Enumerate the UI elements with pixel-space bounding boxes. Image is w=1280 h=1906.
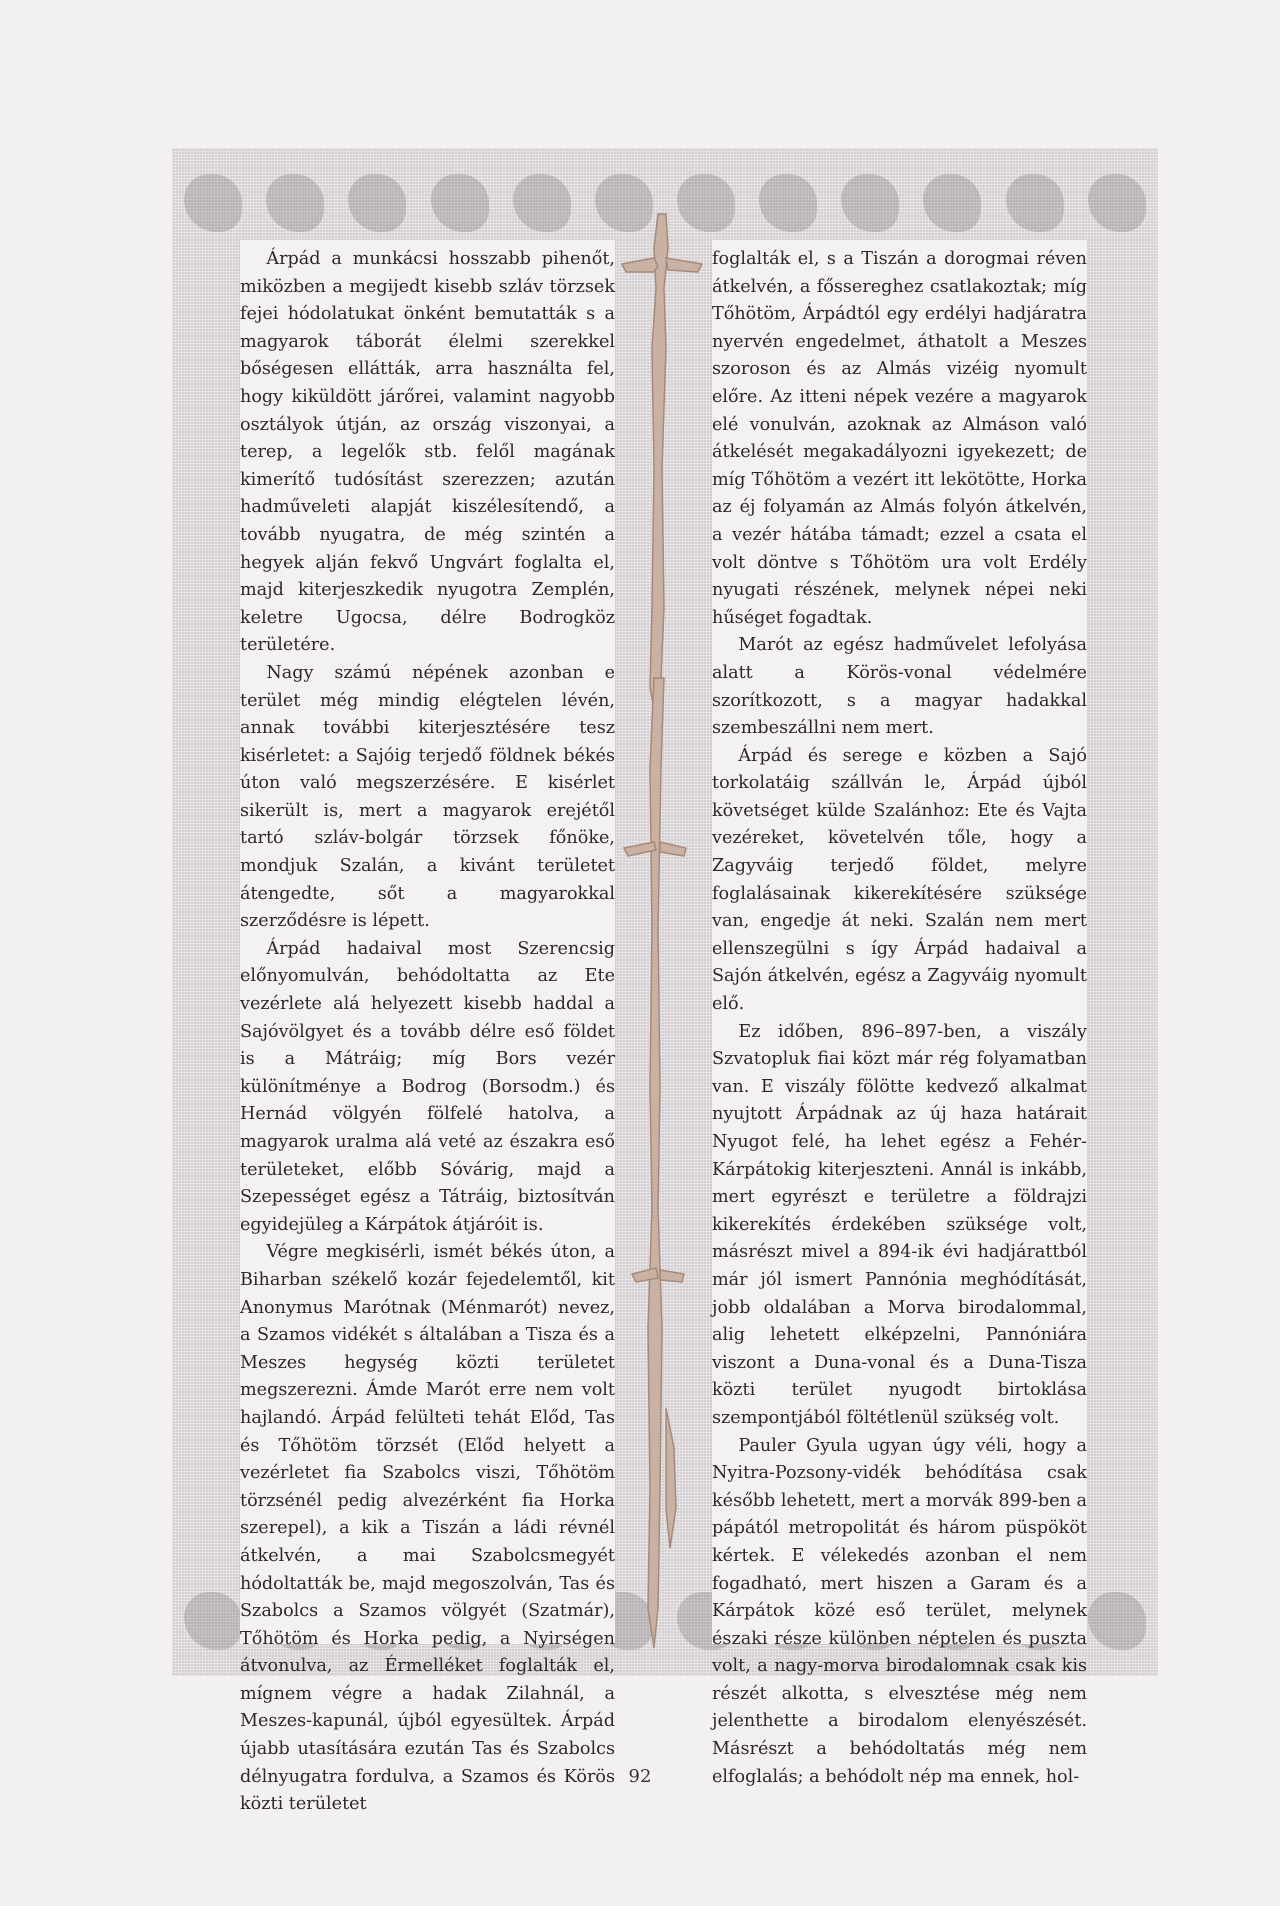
paragraph: Árpád a munkácsi hosszabb pihenőt, miközben a megijedt kisebb szláv törzsek fejei hódolatukat önként bemutatták s a magyarok táborát élelmi szerekkel bőségesen ellátták, arra használta fel, hogy kiküldött járőrei, valamint nagyobb osztályok útján, az ország viszonyai, a terep, a legelők stb. felől magának kimerítő tudósítást szerezzen; azután hadműveleti alapját kiszélesítendő, a tovább nyugatra, de még szintén a hegyek alján fekvő Ungvárt foglalta el, majd kiterjeszkedik nyugotra Zemplén, keletre Ugocsa, délre Bodrogköz területére. <box>240 249 615 656</box>
paragraph: Ez időben, 896–897-ben, a viszály Szvatopluk fiai közt már rég folyamatban van. E viszály fölötte kedvező alkalmat nyujtott Árpádnak az új haza határait Nyugot felé, ha lehet egész a Fehér-Kárpátokig kiterjeszteni. Annál is inkább, mert egyrészt e területre a földrajzi kikerekítés érdekében szüksége volt, másrészt mivel a 894-ik évi hadjárattból már jól ismert Pannónia meghódítását, jobb oldalában a Morva birodalommal, alig lehetett elképzelni, Pannóniára viszont a Duna-vonal és a Duna-Tisza közti terület nyugodt birtoklása szempontjából föltétlenül szükség volt. <box>712 1021 1087 1428</box>
paragraph: foglalták el, s a Tiszán a dorogmai réven átkelvén, a főssereghez csatlakoztak; míg Tőhötöm, Árpádtól egy erdélyi hadjáratra nyervén engedelmet, áthatolt a Meszes szoroson és az Almás vizéig nyomult előre. Az itteni népek vezére a magyarok elé vonulván, azoknak az Almáson való átkelését megakadályozni igyekezett; de míg Tőhötöm a vezért itt lekötötte, Horka az éj folyamán az Almás folyón átkelvén, a vezér hátába támadt; ezzel a csata el volt döntve s Tőhötöm ura volt Erdély nyugati részének, melynek népei neki hűséget fogadtak. <box>712 249 1087 628</box>
paragraph: Marót az egész hadművelet lefolyása alatt a Körös-vonal védelmére szorítkozott, s a magyar hadakkal szembeszállni nem mert. <box>712 635 1087 739</box>
right-column <box>712 246 1087 1791</box>
left-column <box>240 246 615 1819</box>
paragraph: Árpád hadaival most Szerencsig előnyomulván, behódoltatta az Ete vezérlete alá helyezett kisebb haddal a Sajóvölgyet és a tovább délre eső földet is a Mátráig; míg Bors vezér különítménye a Bodrog (Borsodm.) és Hernád völgyén fölfelé hatolva, a magyarok uralma alá veté az északra eső területeket, előbb Sóvárig, majd a Szepességet egész a Tátráig, biztosítván egyidejüleg a Kárpátok átjáróit is. <box>240 938 615 1235</box>
paragraph: Árpád és serege e közben a Sajó torkolatáig szállván le, Árpád újból követséget külde Szalánhoz: Ete és Vajta vezéreket, követelvén tőle, hogy a Zagyváig terjedő földet, melyre foglalásainak kikerekítésére szüksége van, engedje át neki. Szalán nem mert ellenszegülni s így Árpád hadaival a Sajón átkelvén, egész a Zagyváig nyomult elő. <box>712 745 1087 1015</box>
page-number: 92 <box>628 1766 652 1787</box>
paragraph: Nagy számú népének azonban e terület még mindig elégtelen lévén, annak további kiterjesztésére tesz kisérletet: a Sajóig terjedő földnek békés úton való megszerzésére. E kisérlet sikerült is, mert a magyarok erejétől tartó szláv-bolgár törzsek főnöke, mondjuk Szalán, a kivánt területet átengedte, sőt a magyarokkal szerződésre is lépett. <box>240 662 615 932</box>
sword-illustration <box>614 208 710 1683</box>
paragraph: Pauler Gyula ugyan úgy véli, hogy a Nyitra-Pozsony-vidék behódítása csak később lehetett, mert a morvák 899-ben a pápától metropolitát és három püspököt kértek. E vélekedés azonban el nem fogadható, mert hiszen a Garam és a Kárpátok közé eső terület, melynek északi része különben néptelen és puszta volt, a nagy-morva birodalomnak csak kis részét alkotta, s elvesztése még nem jelenthette a birodalom elenyészését. Másrészt a behódoltatás még nem elfoglalás; a behódolt nép ma ennek, hol- <box>712 1435 1087 1787</box>
paragraph: Végre megkisérli, ismét békés úton, a Biharban székelő kozár fejedelemtől, kit Anonymus Marótnak (Ménmarót) nevez, a Szamos vidékét s általában a Tisza és a Meszes hegység közti területet megszerezni. Ámde Marót erre nem volt hajlandó. Árpád felülteti tehát Előd, Tas és Tőhötöm törzsét (Előd helyett a vezérletet fia Szabolcs viszi, Tőhötöm törzsénél pedig alvezérként fia Horka szerepel), a kik a Tiszán a ládi révnél átkelvén, a mai Szabolcsmegyét hódoltatták be, majd megoszolván, Tas és Szabolcs a Szamos völgyét (Szatmár), Tőhötöm és Horka pedig, a Nyirségen átvonulva, az Érmelléket foglalták el, mígnem végre a hadak Zilahnál, a Meszes-kapunál, újból egyesültek. Árpád újabb utasítására ezután Tas és Szabolcs délnyugatra fordulva, a Szamos és Körös közti területet <box>240 1242 615 1815</box>
